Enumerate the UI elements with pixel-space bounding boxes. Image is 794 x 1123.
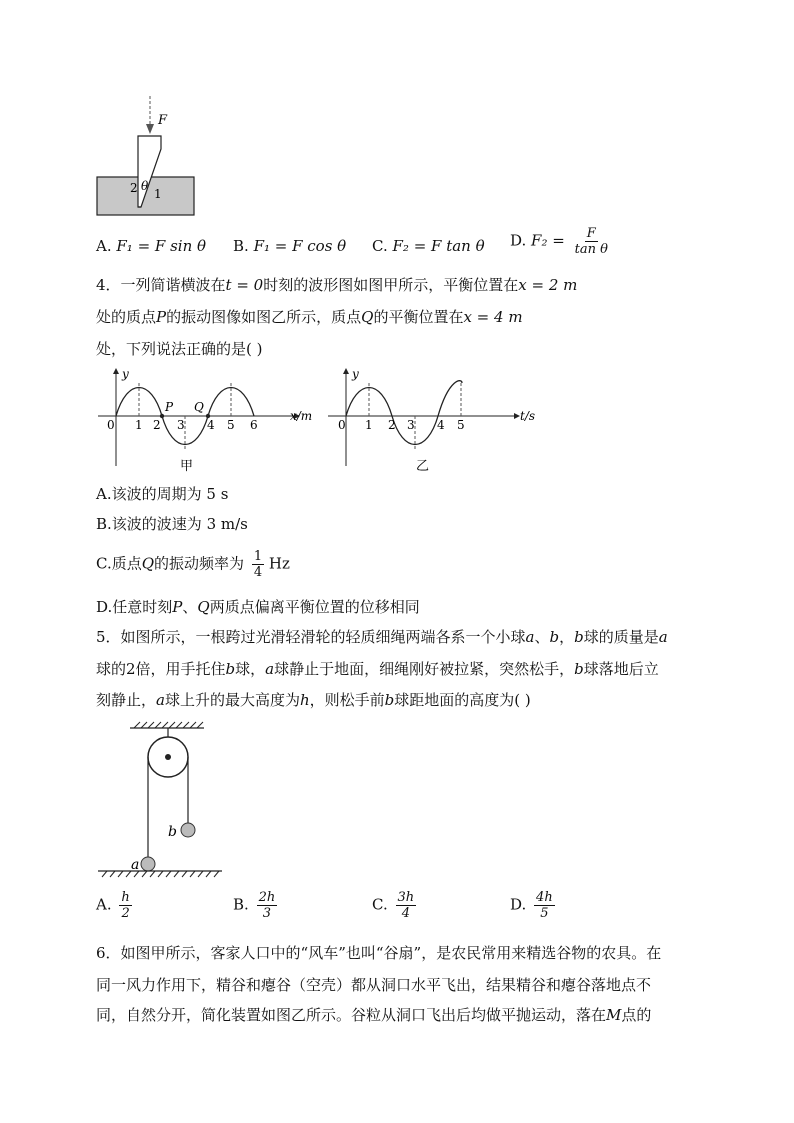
q5-stem-line1: 5．如图所示，一根跨过光滑轻滑轮的轻质细绳两端各系一个小球a、b，b球的质量是a — [96, 628, 668, 646]
q6-line1: 6．如图甲所示，客家人口中的“风车”也叫“谷扇”，是农民常用来精选谷物的农具。在 — [96, 944, 662, 962]
q3-option-d[interactable]: D. F₂ = $\frac{F}{\text{tan θ}}$ — [510, 226, 608, 257]
jia-tick: 5 — [227, 418, 235, 432]
jia-tick: 3 — [177, 418, 185, 432]
yi-tick: 0 — [338, 418, 346, 432]
q5-option-c[interactable]: C. $\frac{3h}{4}$ — [372, 890, 415, 921]
q3-option-a[interactable]: A. F₁ = F sin θ — [96, 237, 207, 255]
q4-stem-line1: 4．一列简谐横波在t = 0时刻的波形图如图甲所示，平衡位置在x = 2 m — [96, 276, 578, 294]
jia-tick: 0 — [107, 418, 115, 432]
q4-stem-line2: 处的质点P的振动图像如图乙所示，质点Q的平衡位置在x = 4 m — [96, 308, 523, 326]
jia-caption: 甲 — [180, 459, 194, 474]
jia-y-label: y — [122, 367, 129, 381]
ball-a-label: a — [131, 857, 140, 873]
angle-label: θ — [141, 179, 149, 193]
jia-tick: 2 — [153, 418, 161, 432]
q4-option-b[interactable]: B.该波的波速为 3 m/s — [96, 515, 248, 533]
q5-option-b[interactable]: B. $\frac{2h}{3}$ — [233, 890, 276, 921]
yi-caption: 乙 — [416, 459, 430, 474]
q3-option-b[interactable]: B. F₁ = F cos θ — [233, 237, 347, 255]
point-p-label: P — [165, 400, 174, 414]
q6-line2: 同一风力作用下，精谷和瘪谷（空壳）都从洞口水平飞出，结果精谷和瘪谷落地点不 — [96, 976, 652, 994]
wedge-force-diagram — [94, 94, 204, 223]
yi-tick: 1 — [365, 418, 373, 432]
vibration-graph-yi — [326, 366, 541, 480]
yi-y-label: y — [352, 367, 359, 381]
q4-option-a[interactable]: A.该波的周期为 5 s — [96, 485, 229, 503]
q6-line3: 同，自然分开，简化装置如图乙所示。谷粒从洞口飞出后均做平抛运动，落在M点的 — [96, 1006, 652, 1024]
jia-x-label: x/m — [290, 409, 313, 423]
q4-stem-line3: 处，下列说法正确的是( ) — [96, 340, 263, 358]
q4-option-d[interactable]: D.任意时刻P、Q两质点偏离平衡位置的位移相同 — [96, 598, 420, 616]
point-q-label: Q — [194, 400, 204, 414]
face1-label: 1 — [154, 187, 162, 201]
pulley-diagram — [94, 720, 229, 889]
q5-stem-line2: 球的2倍，用手托住b球，a球静止于地面，细绳刚好被拉紧，突然松手，b球落地后立 — [96, 660, 659, 678]
yi-tick: 3 — [407, 418, 415, 432]
q5-stem-line3: 刻静止，a球上升的最大高度为h，则松手前b球距地面的高度为( ) — [96, 691, 531, 709]
wave-graph-jia — [94, 366, 324, 480]
yi-tick: 5 — [457, 418, 465, 432]
yi-x-label: t/s — [520, 409, 536, 423]
face2-label: 2 — [130, 181, 138, 195]
q4-option-c[interactable]: C.质点Q的振动频率为 $\frac{1}{4}$ Hz — [96, 549, 290, 580]
jia-tick: 4 — [207, 418, 215, 432]
q5-option-d[interactable]: D. $\frac{4h}{5}$ — [510, 890, 553, 921]
yi-tick: 4 — [437, 418, 445, 432]
yi-tick: 2 — [388, 418, 396, 432]
ball-b-label: b — [168, 824, 177, 840]
jia-tick: 1 — [135, 418, 143, 432]
q3-option-c[interactable]: C. F₂ = F tan θ — [372, 237, 485, 255]
jia-tick: 6 — [250, 418, 258, 432]
q5-option-a[interactable]: A. $\frac{h}{2}$ — [96, 890, 130, 921]
force-label: F — [158, 113, 168, 128]
